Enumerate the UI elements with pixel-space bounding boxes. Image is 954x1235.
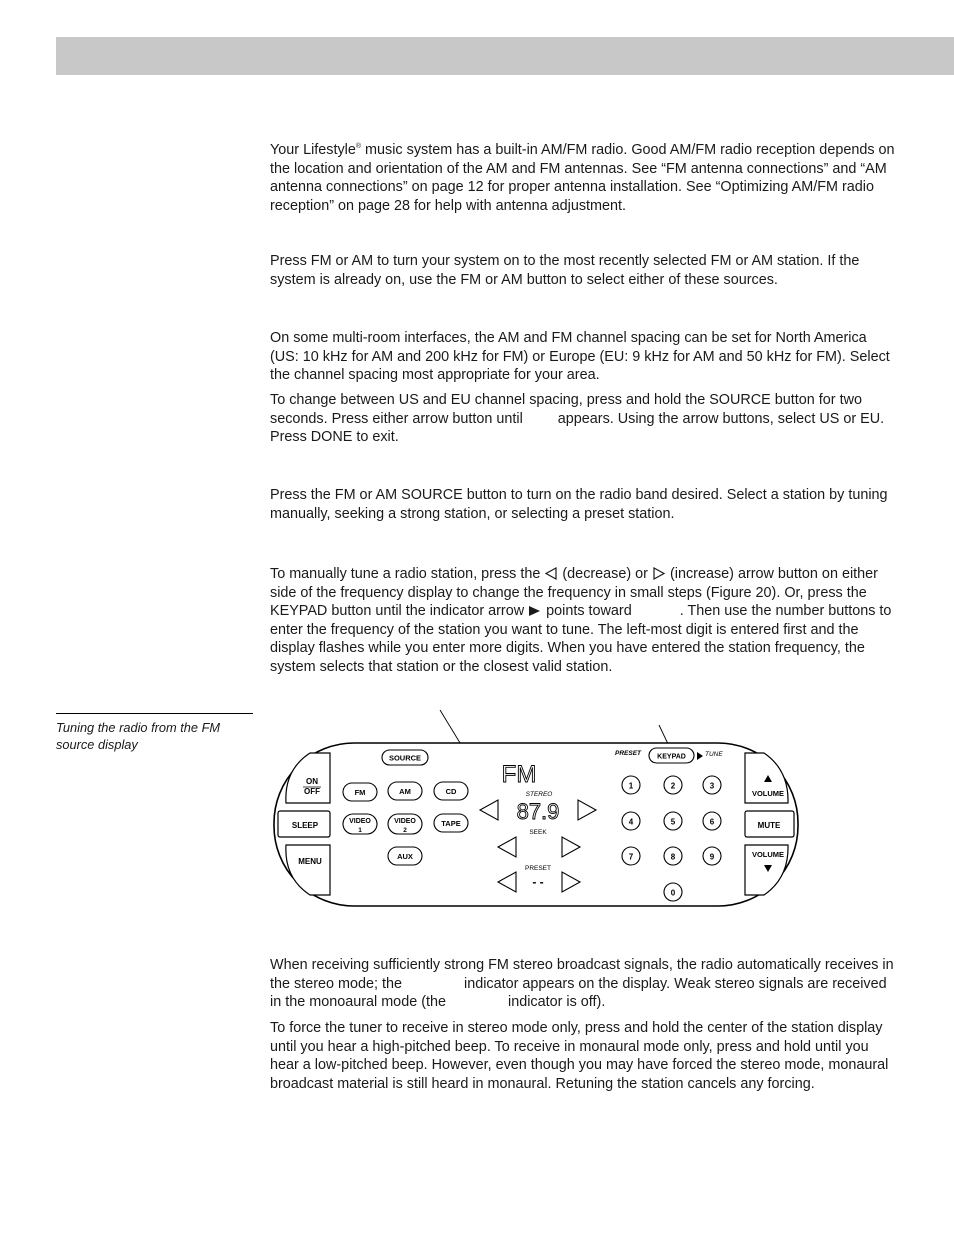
header-bar bbox=[56, 37, 954, 75]
remote-control-figure bbox=[272, 700, 802, 915]
key-1-label: 1 bbox=[628, 781, 634, 791]
off-label: OFF bbox=[304, 787, 320, 796]
mute-label: MUTE bbox=[757, 821, 781, 830]
sleep-label: SLEEP bbox=[291, 821, 319, 830]
decrease-arrow-icon bbox=[544, 567, 558, 580]
am-label: AM bbox=[399, 787, 411, 796]
video2-label: VIDEO bbox=[394, 818, 416, 825]
aux-label: AUX bbox=[397, 852, 413, 861]
key-3-label: 3 bbox=[709, 781, 715, 791]
volume-up-label: VOLUME bbox=[751, 789, 785, 798]
stereo-reception-paragraph: When receiving sufficiently strong FM stereo broadcast signals, the radio automatically receives in the stereo mode; the indicator appears on the display. Weak stereo signals are received in the monoaural mode (the indicator is off). bbox=[270, 957, 894, 1011]
change-spacing-paragraph: To change between US and EU channel spacing, press and hold the SOURCE button for two seconds. Press either arrow button until appears. Using the arrow buttons, select US or EU. Press DONE to exit. bbox=[270, 392, 885, 446]
display-band: FM bbox=[501, 761, 537, 788]
video1-label: VIDEO bbox=[349, 818, 371, 825]
tape-label: TAPE bbox=[441, 819, 461, 828]
fm-label: FM bbox=[354, 788, 366, 797]
frequency-display[interactable]: 87.9 bbox=[516, 799, 560, 824]
caption-rule bbox=[56, 713, 253, 714]
force-mode-paragraph: To force the tuner to receive in stereo mode only, press and hold the center of the station display until you hear a high-pitched beep. To receive in monaural mode only, press and hold until you hear a low-pitched beep. However, even though you may have forced the stereo mode, monaural broadcast material is still heard in monaural. Retuning the station cancels any forcing. bbox=[270, 1020, 889, 1092]
select-band-paragraph: Press the FM or AM SOURCE button to turn on the radio band desired. Select a station by tuning manually, seeking a strong station, or selecting a preset station. bbox=[270, 487, 888, 522]
stereo-indicator: STEREO bbox=[525, 791, 553, 798]
turn-on-paragraph: Press FM or AM to turn your system on to the most recently selected FM or AM station. If the system is already on, use the FM or AM button to select either of these sources. bbox=[270, 253, 860, 288]
menu-button[interactable] bbox=[286, 845, 330, 895]
video2-number: 2 bbox=[403, 827, 407, 834]
cd-label: CD bbox=[445, 787, 457, 796]
seek-label: SEEK bbox=[529, 829, 547, 836]
figure-caption: Tuning the radio from the FM source display bbox=[56, 720, 221, 752]
key-2-label: 2 bbox=[670, 781, 676, 791]
increase-arrow-icon bbox=[652, 567, 666, 580]
key-0-label: 0 bbox=[670, 888, 676, 898]
key-5-label: 5 bbox=[670, 817, 676, 827]
indicator-arrow-icon bbox=[528, 605, 542, 617]
preset-label: PRESET bbox=[524, 865, 552, 872]
key-6-label: 6 bbox=[709, 817, 715, 827]
key-7-label: 7 bbox=[628, 852, 634, 862]
keypad-label: KEYPAD bbox=[657, 753, 686, 761]
video1-number: 1 bbox=[358, 827, 362, 834]
volume-down-label: VOLUME bbox=[751, 850, 785, 859]
intro-paragraph: Your Lifestyle® music system has a built-in AM/FM radio. Good AM/FM radio reception depends on the location and orientation of the AM and FM antennas. See “FM antenna connections” and “AM antenna connections” on page 12 for proper antenna installation. See “Optimizing AM/FM radio reception” on page 28 for help with antenna adjustment. bbox=[270, 142, 895, 214]
menu-label: MENU bbox=[298, 857, 322, 866]
channel-spacing-paragraph: On some multi-room interfaces, the AM and FM channel spacing can be set for North America (US: 10 kHz for AM and 200 kHz for FM) or Europe (EU: 9 kHz for AM and 50 kHz for FM). Select the channel spacing most appropriate for your area. bbox=[270, 330, 890, 384]
manual-tune-paragraph: To manually tune a radio station, press the (decrease) or (increase) arrow button on either side of the frequency display to change the frequency in small steps (Figure 20). Or, press the KEYPAD button until the indicator arrow points toward . Then use the number buttons to enter the frequency of the station you want to tune. The left-most digit is entered first and the display flashes while you enter more digits. When you have entered the station frequency, the system selects that station or the closest valid station. bbox=[270, 566, 892, 675]
preset-display: - - bbox=[532, 875, 544, 889]
preset-top-label: PRESET bbox=[615, 750, 642, 757]
remote-control-illustration bbox=[272, 700, 802, 915]
source-label: SOURCE bbox=[388, 753, 422, 763]
tune-label: TUNE bbox=[705, 751, 723, 758]
key-9-label: 9 bbox=[709, 852, 715, 862]
on-label: ON bbox=[306, 777, 318, 786]
key-4-label: 4 bbox=[628, 817, 634, 827]
key-8-label: 8 bbox=[670, 852, 676, 862]
